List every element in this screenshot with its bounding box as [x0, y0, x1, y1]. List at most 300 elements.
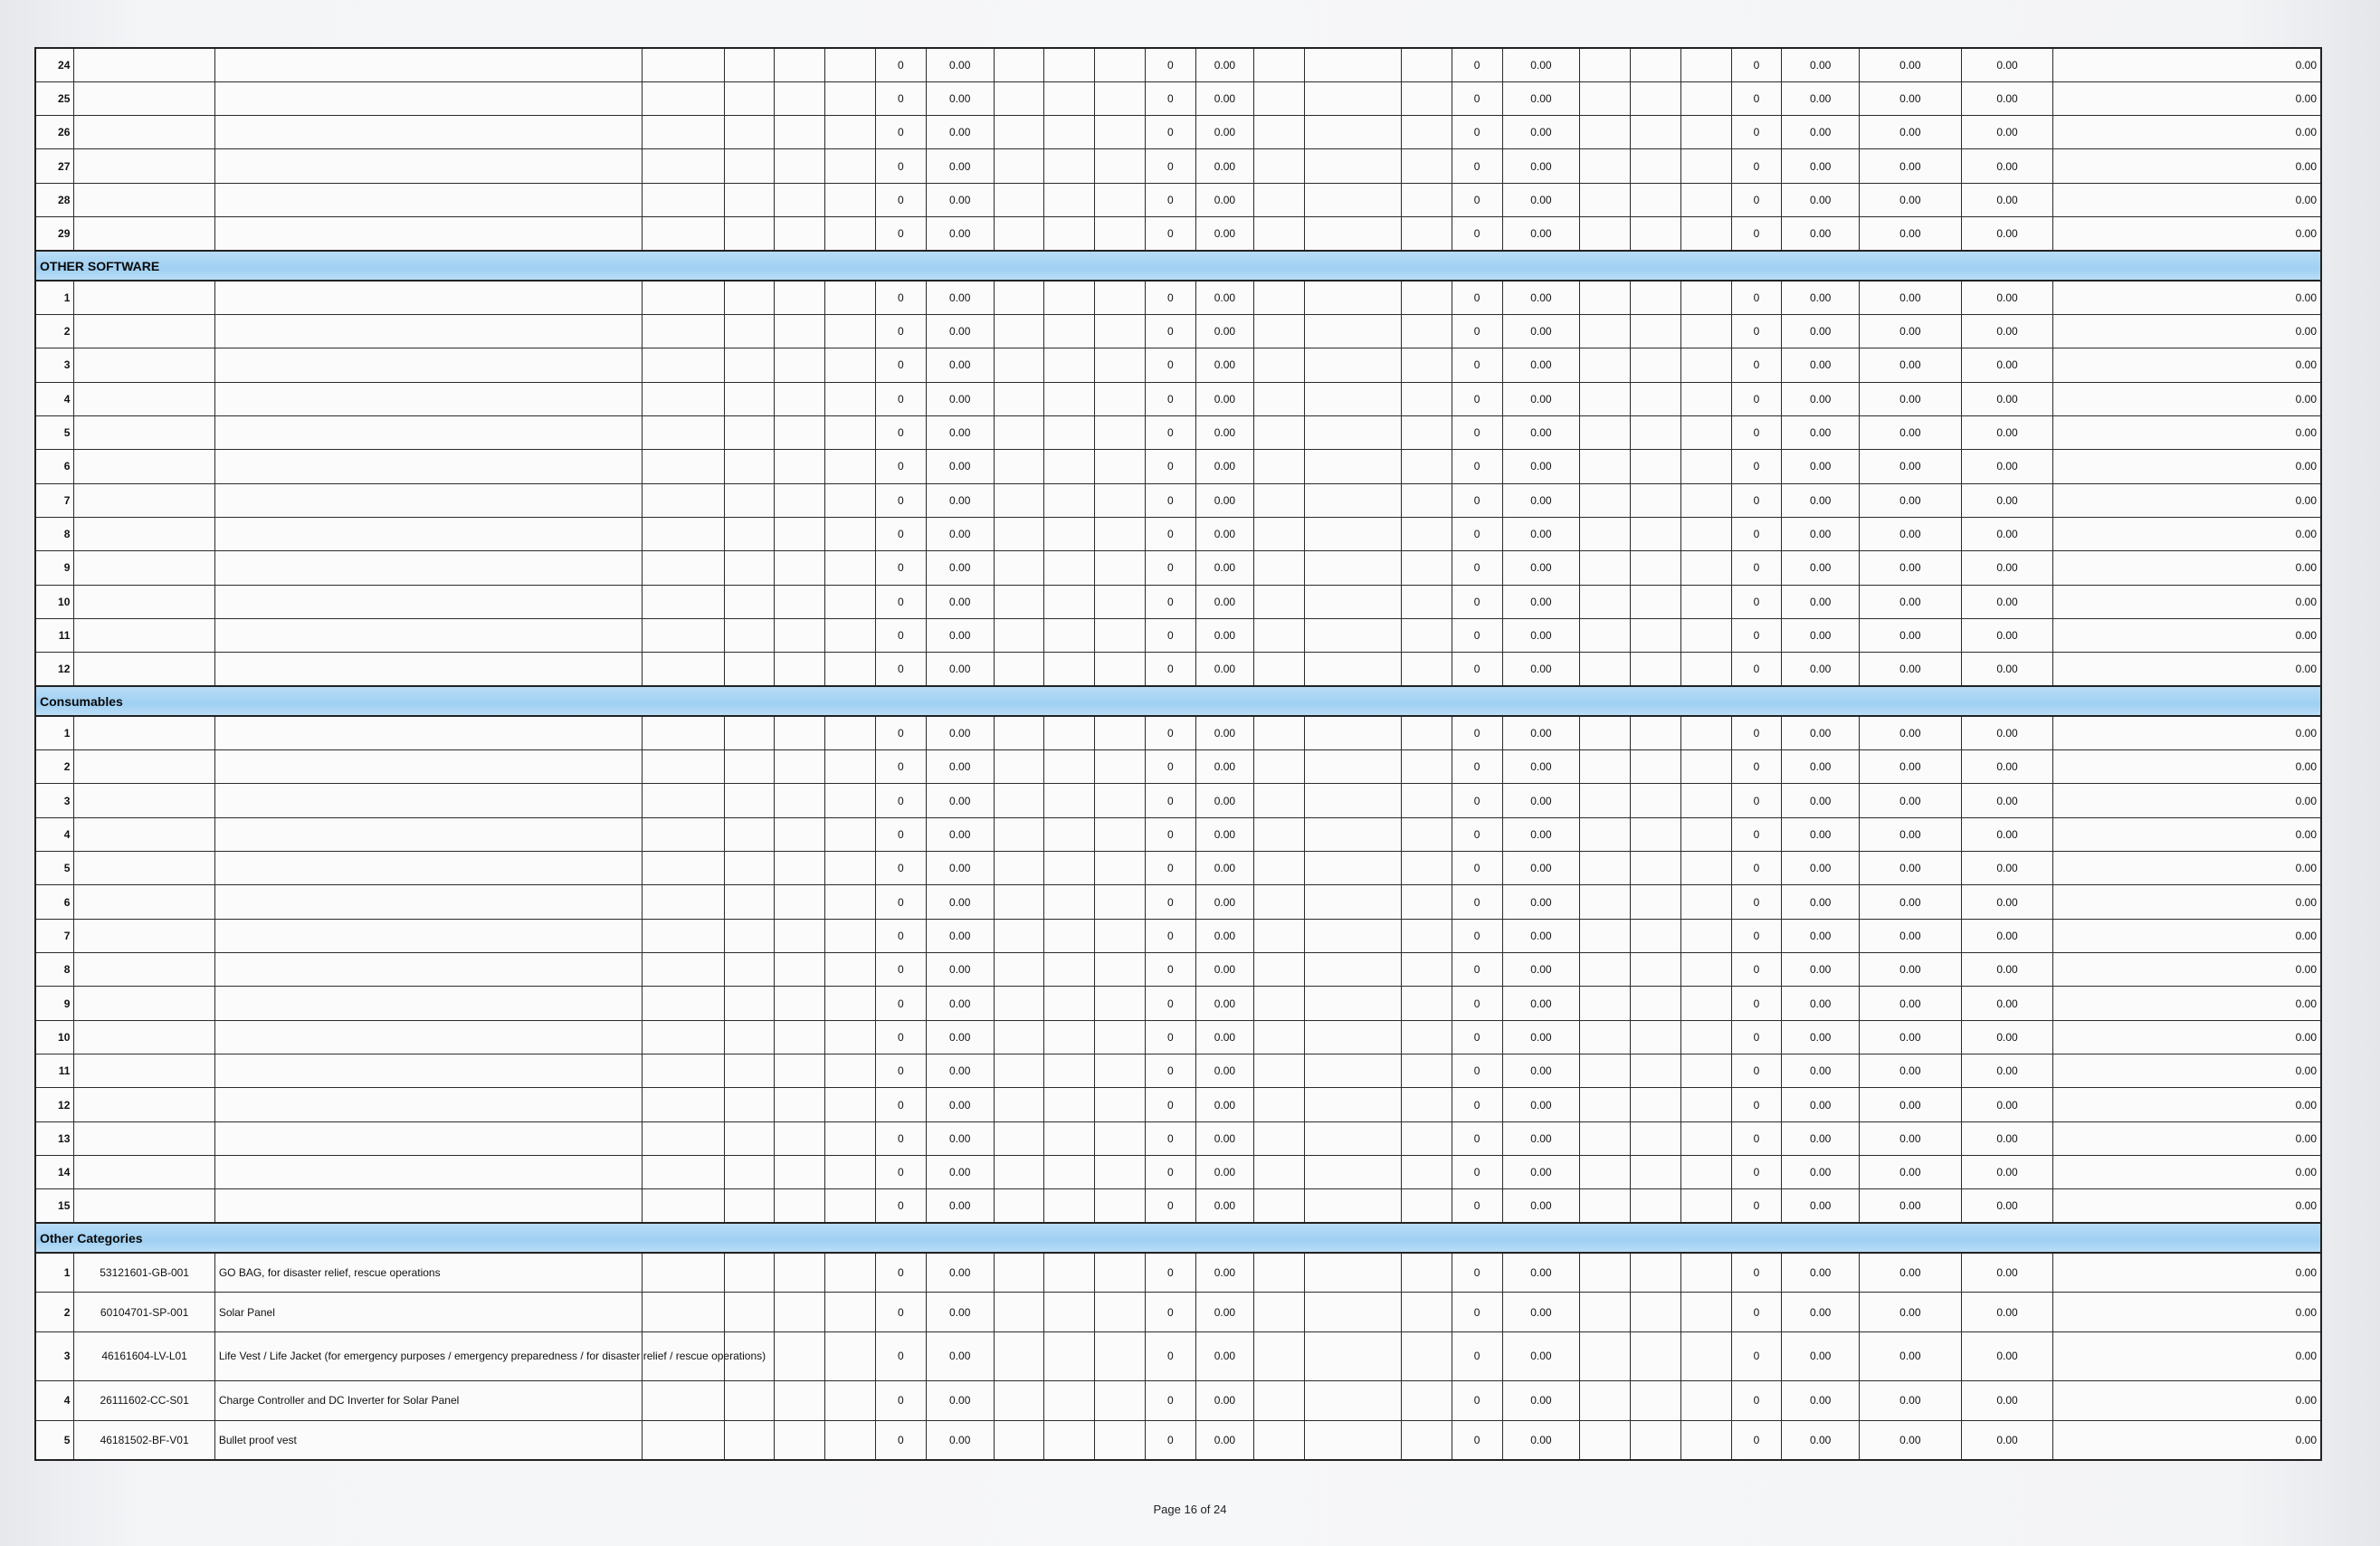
month-cell [775, 953, 825, 987]
month-cell [1044, 653, 1095, 686]
q3-quantity: 0 [1452, 784, 1502, 817]
item-description [214, 483, 642, 517]
q2-quantity: 0 [1145, 314, 1195, 348]
q1-quantity: 0 [875, 1332, 926, 1381]
month-cell [1095, 1121, 1146, 1155]
q1-quantity: 0 [875, 81, 926, 115]
q3-amount: 0.00 [1502, 149, 1580, 183]
item-description [214, 750, 642, 784]
month-cell [1095, 1088, 1146, 1121]
total-quantity: 0.00 [1860, 483, 1962, 517]
month-cell [1044, 81, 1095, 115]
q3-amount: 0.00 [1502, 1380, 1580, 1420]
total-quantity: 0.00 [1860, 116, 1962, 149]
q2-amount: 0.00 [1195, 1420, 1253, 1460]
grand-total: 0.00 [2053, 852, 2321, 885]
month-cell [724, 382, 775, 415]
total-amount: 0.00 [1961, 653, 2053, 686]
month-cell [994, 1020, 1044, 1054]
q1-amount: 0.00 [926, 885, 994, 919]
month-cell [775, 1088, 825, 1121]
grand-total: 0.00 [2053, 653, 2321, 686]
month-cell [1095, 382, 1146, 415]
grand-total: 0.00 [2053, 817, 2321, 851]
q4-amount: 0.00 [1782, 1380, 1860, 1420]
grand-total: 0.00 [2053, 450, 2321, 483]
month-cell [1580, 585, 1631, 618]
item-number: 3 [35, 348, 74, 382]
q3-amount: 0.00 [1502, 415, 1580, 449]
month-cell [994, 1189, 1044, 1223]
month-cell [1680, 1055, 1731, 1088]
month-cell [1304, 116, 1401, 149]
q3-quantity: 0 [1452, 281, 1502, 314]
month-cell [825, 81, 876, 115]
month-cell [825, 716, 876, 749]
q3-quantity: 0 [1452, 953, 1502, 987]
month-cell [1402, 517, 1452, 550]
q3-quantity: 0 [1452, 750, 1502, 784]
month-cell [1402, 585, 1452, 618]
month-cell [775, 450, 825, 483]
month-cell [1680, 450, 1731, 483]
month-cell [1631, 517, 1681, 550]
q2-quantity: 0 [1145, 1088, 1195, 1121]
q2-amount: 0.00 [1195, 1380, 1253, 1420]
q2-quantity: 0 [1145, 653, 1195, 686]
month-cell [1402, 653, 1452, 686]
q3-quantity: 0 [1452, 116, 1502, 149]
item-code [74, 585, 214, 618]
unit-cell [642, 1055, 724, 1088]
q1-amount: 0.00 [926, 852, 994, 885]
q1-amount: 0.00 [926, 1088, 994, 1121]
q1-amount: 0.00 [926, 183, 994, 216]
grand-total: 0.00 [2053, 1332, 2321, 1381]
q2-quantity: 0 [1145, 1253, 1195, 1293]
month-cell [1631, 149, 1681, 183]
month-cell [724, 415, 775, 449]
item-code [74, 784, 214, 817]
q4-quantity: 0 [1731, 987, 1782, 1020]
total-quantity: 0.00 [1860, 987, 1962, 1020]
item-code [74, 48, 214, 81]
q4-quantity: 0 [1731, 1380, 1782, 1420]
month-cell [1095, 817, 1146, 851]
item-number: 11 [35, 618, 74, 652]
q4-amount: 0.00 [1782, 1121, 1860, 1155]
item-description: Bullet proof vest [214, 1420, 642, 1460]
month-cell [1680, 483, 1731, 517]
item-description [214, 653, 642, 686]
month-cell [1631, 817, 1681, 851]
month-cell [825, 48, 876, 81]
month-cell [1254, 750, 1305, 784]
item-number: 25 [35, 81, 74, 115]
q2-amount: 0.00 [1195, 750, 1253, 784]
month-cell [1631, 483, 1681, 517]
q3-amount: 0.00 [1502, 1121, 1580, 1155]
month-cell [1044, 987, 1095, 1020]
month-cell [1044, 483, 1095, 517]
month-cell [1402, 1380, 1452, 1420]
table-row [35, 517, 2321, 550]
month-cell [775, 149, 825, 183]
q2-amount: 0.00 [1195, 281, 1253, 314]
item-code [74, 314, 214, 348]
q3-amount: 0.00 [1502, 750, 1580, 784]
total-amount: 0.00 [1961, 1156, 2053, 1189]
q2-quantity: 0 [1145, 817, 1195, 851]
month-cell [1254, 450, 1305, 483]
unit-cell [642, 1293, 724, 1332]
month-cell [1402, 618, 1452, 652]
month-cell [1402, 149, 1452, 183]
q4-quantity: 0 [1731, 1121, 1782, 1155]
month-cell [1254, 551, 1305, 585]
month-cell [1304, 919, 1401, 952]
month-cell [1044, 217, 1095, 251]
q1-quantity: 0 [875, 1020, 926, 1054]
unit-cell [642, 1020, 724, 1054]
q3-quantity: 0 [1452, 852, 1502, 885]
q1-quantity: 0 [875, 1253, 926, 1293]
month-cell [775, 314, 825, 348]
month-cell [1680, 1380, 1731, 1420]
month-cell [1580, 483, 1631, 517]
total-amount: 0.00 [1961, 450, 2053, 483]
q3-quantity: 0 [1452, 618, 1502, 652]
month-cell [1095, 48, 1146, 81]
month-cell [1631, 1420, 1681, 1460]
q2-quantity: 0 [1145, 750, 1195, 784]
q1-amount: 0.00 [926, 1020, 994, 1054]
q4-amount: 0.00 [1782, 348, 1860, 382]
month-cell [994, 116, 1044, 149]
total-amount: 0.00 [1961, 1332, 2053, 1381]
grand-total: 0.00 [2053, 517, 2321, 550]
q2-amount: 0.00 [1195, 415, 1253, 449]
month-cell [1254, 953, 1305, 987]
month-cell [724, 953, 775, 987]
table-row [35, 1055, 2321, 1088]
q3-quantity: 0 [1452, 1156, 1502, 1189]
month-cell [994, 81, 1044, 115]
q3-amount: 0.00 [1502, 784, 1580, 817]
month-cell [775, 348, 825, 382]
month-cell [1402, 314, 1452, 348]
month-cell [1631, 1380, 1681, 1420]
month-cell [1095, 987, 1146, 1020]
month-cell [994, 281, 1044, 314]
total-quantity: 0.00 [1860, 716, 1962, 749]
month-cell [775, 919, 825, 952]
total-amount: 0.00 [1961, 716, 2053, 749]
month-cell [1304, 1020, 1401, 1054]
month-cell [1631, 183, 1681, 216]
month-cell [1304, 1332, 1401, 1381]
month-cell [825, 618, 876, 652]
q4-amount: 0.00 [1782, 1055, 1860, 1088]
q1-quantity: 0 [875, 149, 926, 183]
item-code: 53121601-GB-001 [74, 1253, 214, 1293]
q1-quantity: 0 [875, 1055, 926, 1088]
month-cell [724, 348, 775, 382]
q2-amount: 0.00 [1195, 551, 1253, 585]
month-cell [1680, 987, 1731, 1020]
month-cell [1254, 281, 1305, 314]
month-cell [825, 653, 876, 686]
total-amount: 0.00 [1961, 415, 2053, 449]
month-cell [1254, 1121, 1305, 1155]
month-cell [994, 885, 1044, 919]
month-cell [1304, 1156, 1401, 1189]
q3-quantity: 0 [1452, 81, 1502, 115]
item-code [74, 987, 214, 1020]
month-cell [1580, 852, 1631, 885]
month-cell [1680, 784, 1731, 817]
month-cell [1254, 716, 1305, 749]
month-cell [1402, 716, 1452, 749]
total-quantity: 0.00 [1860, 1420, 1962, 1460]
item-description [214, 585, 642, 618]
month-cell [775, 1121, 825, 1155]
month-cell [1044, 517, 1095, 550]
q3-quantity: 0 [1452, 653, 1502, 686]
month-cell [994, 183, 1044, 216]
item-number: 14 [35, 1156, 74, 1189]
month-cell [994, 1088, 1044, 1121]
grand-total: 0.00 [2053, 281, 2321, 314]
q3-quantity: 0 [1452, 517, 1502, 550]
q2-amount: 0.00 [1195, 987, 1253, 1020]
item-code: 46161604-LV-L01 [74, 1332, 214, 1381]
grand-total: 0.00 [2053, 1189, 2321, 1223]
month-cell [1402, 116, 1452, 149]
month-cell [1044, 817, 1095, 851]
q3-amount: 0.00 [1502, 450, 1580, 483]
grand-total: 0.00 [2053, 149, 2321, 183]
q3-quantity: 0 [1452, 48, 1502, 81]
total-quantity: 0.00 [1860, 1121, 1962, 1155]
item-code [74, 716, 214, 749]
month-cell [994, 450, 1044, 483]
item-number: 4 [35, 817, 74, 851]
month-cell [1402, 817, 1452, 851]
q2-amount: 0.00 [1195, 517, 1253, 550]
total-amount: 0.00 [1961, 517, 2053, 550]
item-description [214, 81, 642, 115]
month-cell [1304, 1189, 1401, 1223]
unit-cell [642, 217, 724, 251]
grand-total: 0.00 [2053, 1420, 2321, 1460]
q2-amount: 0.00 [1195, 217, 1253, 251]
total-amount: 0.00 [1961, 750, 2053, 784]
month-cell [1095, 348, 1146, 382]
month-cell [1304, 618, 1401, 652]
item-code [74, 183, 214, 216]
q2-quantity: 0 [1145, 517, 1195, 550]
month-cell [1304, 852, 1401, 885]
table-row [35, 1156, 2321, 1189]
month-cell [1680, 382, 1731, 415]
q1-quantity: 0 [875, 1293, 926, 1332]
q4-quantity: 0 [1731, 217, 1782, 251]
month-cell [775, 653, 825, 686]
q4-amount: 0.00 [1782, 1420, 1860, 1460]
total-quantity: 0.00 [1860, 585, 1962, 618]
q4-amount: 0.00 [1782, 1253, 1860, 1293]
month-cell [1631, 987, 1681, 1020]
q4-quantity: 0 [1731, 784, 1782, 817]
q1-amount: 0.00 [926, 1293, 994, 1332]
q4-quantity: 0 [1731, 618, 1782, 652]
q2-amount: 0.00 [1195, 450, 1253, 483]
item-description [214, 281, 642, 314]
unit-cell [642, 149, 724, 183]
month-cell [1680, 217, 1731, 251]
month-cell [1402, 450, 1452, 483]
month-cell [1580, 653, 1631, 686]
month-cell [775, 750, 825, 784]
item-number: 9 [35, 987, 74, 1020]
q4-quantity: 0 [1731, 48, 1782, 81]
q4-quantity: 0 [1731, 415, 1782, 449]
q4-amount: 0.00 [1782, 217, 1860, 251]
q1-quantity: 0 [875, 1420, 926, 1460]
q1-quantity: 0 [875, 183, 926, 216]
month-cell [1304, 653, 1401, 686]
q3-amount: 0.00 [1502, 1088, 1580, 1121]
month-cell [825, 885, 876, 919]
q3-amount: 0.00 [1502, 618, 1580, 652]
grand-total: 0.00 [2053, 1293, 2321, 1332]
unit-cell [642, 483, 724, 517]
month-cell [1254, 48, 1305, 81]
month-cell [1402, 885, 1452, 919]
q4-amount: 0.00 [1782, 919, 1860, 952]
q2-amount: 0.00 [1195, 81, 1253, 115]
month-cell [1580, 348, 1631, 382]
q4-amount: 0.00 [1782, 382, 1860, 415]
total-amount: 0.00 [1961, 1253, 2053, 1293]
q2-amount: 0.00 [1195, 919, 1253, 952]
page-number: Page 16 of 24 [1153, 1503, 1227, 1516]
q4-amount: 0.00 [1782, 1156, 1860, 1189]
total-amount: 0.00 [1961, 314, 2053, 348]
month-cell [1304, 953, 1401, 987]
unit-cell [642, 1121, 724, 1155]
month-cell [1095, 885, 1146, 919]
unit-cell [642, 551, 724, 585]
q4-quantity: 0 [1731, 953, 1782, 987]
q4-quantity: 0 [1731, 183, 1782, 216]
unit-cell [642, 919, 724, 952]
month-cell [1580, 517, 1631, 550]
month-cell [825, 551, 876, 585]
month-cell [1402, 1020, 1452, 1054]
month-cell [1580, 48, 1631, 81]
item-code [74, 953, 214, 987]
q4-quantity: 0 [1731, 1293, 1782, 1332]
month-cell [994, 517, 1044, 550]
q1-amount: 0.00 [926, 1055, 994, 1088]
total-amount: 0.00 [1961, 618, 2053, 652]
month-cell [1044, 149, 1095, 183]
unit-cell [642, 1380, 724, 1420]
item-code [74, 919, 214, 952]
table-row [35, 81, 2321, 115]
item-description [214, 116, 642, 149]
item-description [214, 919, 642, 952]
q1-amount: 0.00 [926, 483, 994, 517]
item-description [214, 953, 642, 987]
month-cell [1631, 618, 1681, 652]
total-amount: 0.00 [1961, 81, 2053, 115]
q4-quantity: 0 [1731, 750, 1782, 784]
month-cell [1580, 551, 1631, 585]
month-cell [1304, 716, 1401, 749]
month-cell [1095, 1420, 1146, 1460]
total-quantity: 0.00 [1860, 281, 1962, 314]
total-quantity: 0.00 [1860, 382, 1962, 415]
month-cell [1254, 784, 1305, 817]
month-cell [1631, 953, 1681, 987]
month-cell [1680, 817, 1731, 851]
q1-quantity: 0 [875, 885, 926, 919]
total-quantity: 0.00 [1860, 885, 1962, 919]
unit-cell [642, 183, 724, 216]
unit-cell [642, 382, 724, 415]
q4-amount: 0.00 [1782, 1189, 1860, 1223]
q1-quantity: 0 [875, 618, 926, 652]
month-cell [1304, 314, 1401, 348]
month-cell [1680, 48, 1731, 81]
month-cell [724, 483, 775, 517]
q4-quantity: 0 [1731, 1420, 1782, 1460]
q2-quantity: 0 [1145, 585, 1195, 618]
month-cell [775, 1420, 825, 1460]
month-cell [994, 551, 1044, 585]
month-cell [724, 48, 775, 81]
month-cell [724, 116, 775, 149]
q2-quantity: 0 [1145, 183, 1195, 216]
item-number: 4 [35, 1380, 74, 1420]
month-cell [825, 1332, 876, 1381]
unit-cell [642, 1253, 724, 1293]
item-number: 26 [35, 116, 74, 149]
item-number: 13 [35, 1121, 74, 1155]
month-cell [1095, 784, 1146, 817]
month-cell [1044, 415, 1095, 449]
month-cell [775, 81, 825, 115]
month-cell [1580, 1055, 1631, 1088]
month-cell [1631, 415, 1681, 449]
month-cell [1304, 551, 1401, 585]
month-cell [775, 281, 825, 314]
month-cell [1254, 817, 1305, 851]
month-cell [1254, 348, 1305, 382]
q1-quantity: 0 [875, 551, 926, 585]
total-amount: 0.00 [1961, 919, 2053, 952]
grand-total: 0.00 [2053, 483, 2321, 517]
month-cell [724, 852, 775, 885]
q1-amount: 0.00 [926, 618, 994, 652]
table-row [35, 149, 2321, 183]
q3-quantity: 0 [1452, 1420, 1502, 1460]
unit-cell [642, 81, 724, 115]
q1-quantity: 0 [875, 217, 926, 251]
